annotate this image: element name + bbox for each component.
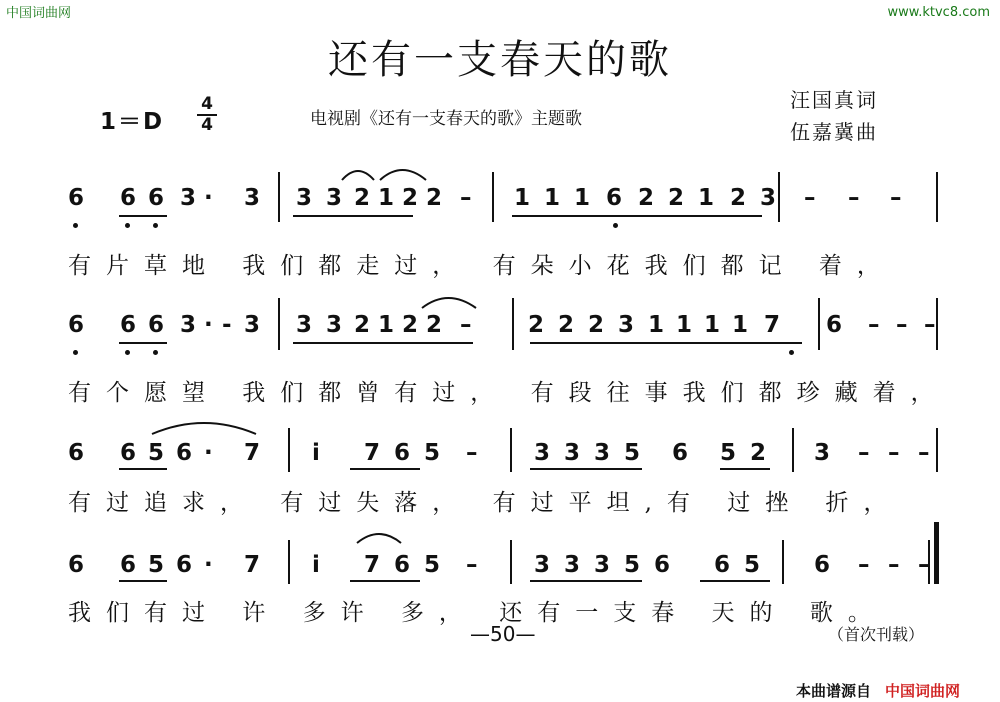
notation-line-2: [68, 312, 938, 352]
barline: [288, 540, 290, 584]
notation-note: 5: [624, 552, 641, 578]
time-signature-bottom: 4: [201, 115, 213, 135]
beam-underline: [119, 215, 167, 217]
notation-note: –: [924, 312, 936, 338]
barline: [818, 298, 820, 350]
notation-note: 3: [244, 312, 261, 338]
barline: [936, 172, 938, 222]
notation-note: 2: [354, 185, 371, 211]
barline: [928, 540, 930, 584]
notation-note: –: [918, 440, 930, 466]
barline: [782, 540, 784, 584]
notation-note: 6: [176, 552, 193, 578]
notation-note: 1: [378, 312, 395, 338]
notation-note: 2: [638, 185, 655, 211]
notation-note: 6: [68, 552, 85, 578]
beam-underline: [700, 580, 770, 582]
notation-note: 6: [120, 185, 137, 211]
notation-note: –: [888, 440, 900, 466]
notation-note: 1: [676, 312, 693, 338]
low-octave-dot: [789, 350, 794, 355]
notation-note: i: [312, 440, 320, 466]
notation-note: 3: [814, 440, 831, 466]
notation-note: 1: [544, 185, 561, 211]
barline: [936, 428, 938, 472]
notation-note: –: [868, 312, 880, 338]
notation-note: 1: [704, 312, 721, 338]
notation-note: 1: [378, 185, 395, 211]
notation-note: –: [804, 185, 816, 211]
notation-note: ·: [204, 440, 213, 466]
low-octave-dot: [73, 350, 78, 355]
final-barline: [934, 522, 939, 584]
lyrics-line-4: 我们有过 许 多许 多， 还有一支春 天的 歌。: [68, 600, 886, 626]
slur-mark: [355, 525, 405, 545]
notation-line-3: [68, 440, 938, 480]
notation-note: –: [460, 185, 472, 211]
notation-note: 6: [148, 185, 165, 211]
notation-note: ·: [204, 552, 213, 578]
notation-note: 6: [68, 440, 85, 466]
barline: [512, 298, 514, 350]
notation-note: 1: [648, 312, 665, 338]
beam-underline: [530, 468, 642, 470]
notation-note: 1: [732, 312, 749, 338]
notation-note: –: [888, 552, 900, 578]
notation-note: 2: [588, 312, 605, 338]
notation-note: 6: [68, 312, 85, 338]
low-octave-dot: [125, 350, 130, 355]
notation-note: 3: [180, 312, 197, 338]
notation-note: -: [222, 312, 232, 338]
beam-underline: [530, 342, 802, 344]
low-octave-dot: [73, 223, 78, 228]
notation-note: 3: [564, 552, 581, 578]
beam-underline: [293, 342, 473, 344]
notation-note: –: [460, 312, 472, 338]
notation-note: 3: [618, 312, 635, 338]
beam-underline: [350, 580, 420, 582]
source-brand: 中国词曲网: [885, 682, 961, 700]
notation-note: 3: [180, 185, 197, 211]
notation-note: 6: [120, 552, 137, 578]
notation-note: 3: [534, 440, 551, 466]
beam-underline: [119, 580, 167, 582]
notation-note: 5: [148, 440, 165, 466]
notation-note: 3: [326, 185, 343, 211]
low-octave-dot: [125, 223, 130, 228]
beam-underline: [119, 342, 167, 344]
notation-note: 6: [714, 552, 731, 578]
notation-note: 2: [528, 312, 545, 338]
beam-underline: [530, 580, 642, 582]
notation-note: 3: [534, 552, 551, 578]
notation-note: 6: [826, 312, 843, 338]
time-signature-top: 4: [201, 94, 213, 114]
slur-mark: [150, 412, 260, 436]
barline: [510, 428, 512, 472]
notation-note: 6: [148, 312, 165, 338]
time-signature: [196, 95, 218, 135]
notation-note: –: [858, 440, 870, 466]
notation-note: 5: [424, 552, 441, 578]
notation-note: 2: [426, 312, 443, 338]
notation-note: 2: [426, 185, 443, 211]
notation-line-1: [68, 185, 938, 225]
notation-note: 5: [624, 440, 641, 466]
watermark-site-name: 中国词曲网: [6, 6, 72, 21]
notation-note: 6: [606, 185, 623, 211]
beam-underline: [119, 468, 167, 470]
lyrics-line-2: 有个愿望 我们都曾有过， 有段往事我们都珍藏着，: [68, 380, 949, 406]
lyricist-credit: 汪国真词: [790, 88, 878, 112]
lyrics-line-1: 有片草地 我们都走过， 有朵小花我们都记 着，: [68, 253, 895, 279]
beam-underline: [512, 215, 762, 217]
notation-note: –: [466, 552, 478, 578]
notation-note: 6: [68, 185, 85, 211]
low-octave-dot: [153, 350, 158, 355]
beam-underline: [293, 215, 413, 217]
beam-underline: [720, 468, 770, 470]
notation-note: 6: [394, 552, 411, 578]
notation-note: 3: [594, 552, 611, 578]
notation-note: 6: [394, 440, 411, 466]
barline: [278, 298, 280, 350]
notation-note: 2: [730, 185, 747, 211]
notation-note: –: [890, 185, 902, 211]
notation-note: 5: [148, 552, 165, 578]
low-octave-dot: [613, 223, 618, 228]
notation-note: 2: [402, 312, 419, 338]
notation-note: –: [466, 440, 478, 466]
key-signature: 1＝D: [100, 109, 165, 135]
notation-note: 7: [364, 552, 381, 578]
notation-note: 6: [654, 552, 671, 578]
first-publication-note: （首次刊载）: [828, 625, 925, 644]
source-label: 本曲谱源自: [796, 682, 872, 700]
barline: [778, 172, 780, 222]
source-credit: [796, 680, 960, 701]
notation-note: 5: [424, 440, 441, 466]
notation-note: 2: [750, 440, 767, 466]
barline: [492, 172, 494, 222]
notation-note: 6: [814, 552, 831, 578]
lyrics-line-3: 有过追求， 有过失落， 有过平坦,有 过挫 折，: [68, 490, 902, 516]
notation-note: 3: [296, 185, 313, 211]
notation-note: 6: [176, 440, 193, 466]
notation-note: 3: [296, 312, 313, 338]
barline: [278, 172, 280, 222]
notation-note: 5: [720, 440, 737, 466]
notation-note: 2: [668, 185, 685, 211]
notation-note: 6: [120, 312, 137, 338]
song-subtitle: 电视剧《还有一支春天的歌》主题歌: [310, 109, 582, 129]
notation-note: ·: [204, 312, 213, 338]
notation-note: 3: [594, 440, 611, 466]
notation-note: –: [858, 552, 870, 578]
notation-note: 3: [760, 185, 777, 211]
page-number: —50—: [470, 622, 536, 646]
notation-note: –: [848, 185, 860, 211]
barline: [510, 540, 512, 584]
beam-underline: [350, 468, 420, 470]
barline: [936, 298, 938, 350]
barline: [792, 428, 794, 472]
low-octave-dot: [153, 223, 158, 228]
notation-note: 3: [244, 185, 261, 211]
notation-note: 7: [244, 552, 261, 578]
notation-note: 1: [514, 185, 531, 211]
notation-note: 2: [558, 312, 575, 338]
notation-note: 7: [764, 312, 781, 338]
watermark-url: www.ktvc8.com: [887, 5, 990, 20]
notation-note: 2: [402, 185, 419, 211]
notation-note: 1: [574, 185, 591, 211]
composer-credit: 伍嘉冀曲: [790, 120, 878, 144]
notation-note: 2: [354, 312, 371, 338]
notation-note: 7: [364, 440, 381, 466]
slur-mark: [420, 288, 480, 310]
notation-note: –: [896, 312, 908, 338]
notation-note: i: [312, 552, 320, 578]
notation-note: 1: [698, 185, 715, 211]
notation-note: 7: [244, 440, 261, 466]
notation-note: 3: [564, 440, 581, 466]
notation-note: –: [918, 552, 930, 578]
notation-note: 5: [744, 552, 761, 578]
notation-line-4: [68, 552, 938, 592]
notation-note: ·: [204, 185, 213, 211]
notation-note: 6: [120, 440, 137, 466]
slur-marks: [340, 160, 440, 182]
song-title: 还有一支春天的歌: [328, 37, 672, 83]
notation-note: 3: [326, 312, 343, 338]
barline: [288, 428, 290, 472]
notation-note: 6: [672, 440, 689, 466]
